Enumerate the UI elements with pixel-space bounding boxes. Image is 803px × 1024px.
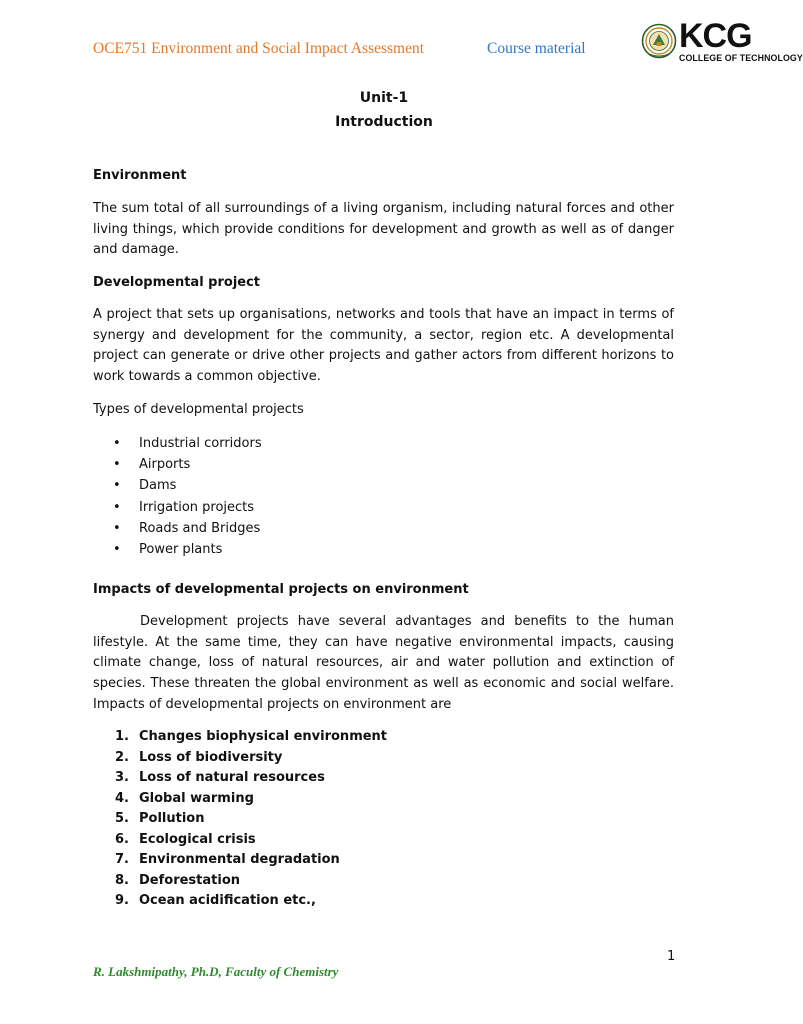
- course-material-label: Course material: [487, 40, 586, 57]
- list-item: 2. Loss of biodiversity: [115, 749, 283, 765]
- list-item: 9. Ocean acidification etc.,: [115, 893, 316, 908]
- list-item: • Airports: [93, 454, 674, 475]
- list-item: • Roads and Bridges: [93, 518, 674, 539]
- footer-author: R. Lakshmipathy, Ph.D, Faculty of Chemistry: [93, 964, 339, 979]
- types-list: [93, 433, 674, 560]
- developmental-heading: Developmental project: [93, 275, 261, 290]
- list-item: 5. Pollution: [115, 811, 205, 826]
- impacts-list: [93, 727, 674, 912]
- environment-heading: Environment: [93, 168, 187, 183]
- list-item: • Power plants: [93, 539, 674, 560]
- bullet: •: [113, 436, 121, 451]
- impacts-list-container: [93, 727, 674, 912]
- list-item: • Irrigation projects: [93, 497, 674, 518]
- list-item: 6. Ecological crisis: [115, 831, 256, 847]
- environment-paragraph: The sum total of all surroundings of a living organism, including natural forces and other living things, which provide conditions for development and growth as well as of danger and damage.: [93, 201, 674, 258]
- list-item: • Dams: [93, 475, 674, 496]
- logo-subtitle: COLLEGE OF TECHNOLOGY: [679, 53, 803, 63]
- developmental-paragraph: A project that sets up organisations, networks and tools that have an impact in terms of synergy and development for the community, a sector, region etc. A developmental project can generate or drive other projects and gather actors from different horizons to work towards a common objective.: [93, 307, 674, 385]
- impacts-heading: Impacts of developmental projects on environment: [93, 582, 469, 597]
- page-number: 1: [667, 949, 676, 964]
- unit-title: Unit-1: [359, 90, 409, 106]
- types-label: Types of developmental projects: [93, 402, 304, 417]
- bullet: •: [113, 499, 121, 515]
- list-item: 3. Loss of natural resources: [115, 770, 325, 785]
- list-item: • Industrial corridors: [93, 433, 674, 454]
- college-logo: [641, 17, 803, 68]
- bullet: •: [113, 520, 121, 536]
- impacts-paragraph: Development projects have several advantages and benefits to the human lifestyle. At the same time, they can have negative environmental impacts, causing climate change, loss of natural resources, air and water pollution and extinction of species. These threaten the global environment as well as economic and social welfare. Impacts of developmental projects on environment are: [93, 614, 674, 712]
- bullet: •: [113, 457, 121, 473]
- bullet: •: [113, 478, 121, 494]
- bullet: •: [113, 542, 121, 558]
- list-item: 7. Environmental degradation: [115, 852, 340, 867]
- chapter-title: Introduction: [335, 114, 433, 130]
- logo-wordmark: KCG: [679, 17, 752, 55]
- college-seal-icon: [641, 22, 677, 62]
- list-item: 8. Deforestation: [115, 872, 241, 888]
- course-title: OCE751 Environment and Social Impact Assessment: [93, 40, 425, 57]
- list-item: 1. Changes biophysical environment: [115, 729, 388, 744]
- types-list-container: [93, 433, 674, 560]
- list-item: 4. Global warming: [115, 790, 254, 806]
